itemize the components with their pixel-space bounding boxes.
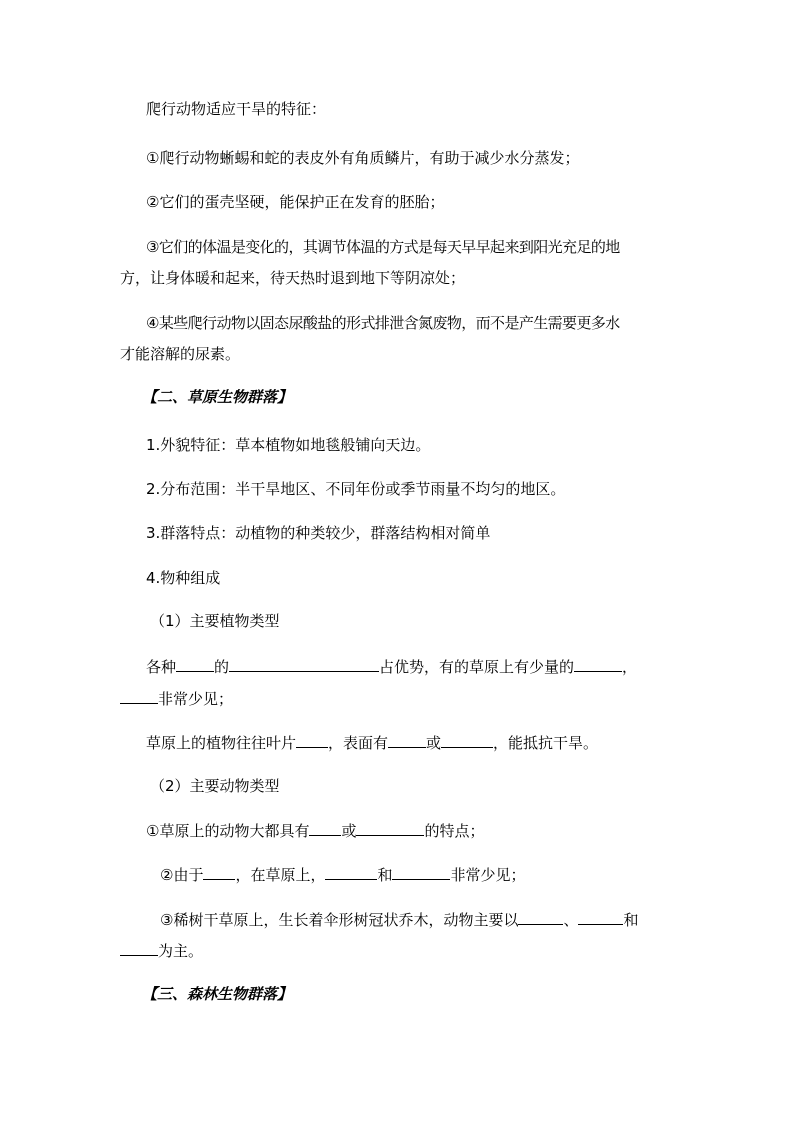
animals-blank-7[interactable] xyxy=(578,909,623,925)
animals-blank-6[interactable] xyxy=(518,909,563,925)
plants-text-b1: 非常少见； xyxy=(158,690,234,708)
plants-heading: （1）主要植物类型 xyxy=(150,612,280,630)
animals-text-a3: 的特点； xyxy=(424,822,485,840)
animals-text-c1: ③稀树干草原上，生长着伞形树冠状乔木，动物主要以 xyxy=(160,911,519,929)
plants-blank-4[interactable] xyxy=(120,688,158,704)
plants-blank-2[interactable] xyxy=(229,656,379,672)
animals-sentence-2 xyxy=(160,864,526,885)
animals-text-d1: 为主。 xyxy=(158,942,204,960)
plants-text-a1: 各种 xyxy=(146,658,177,676)
reptile-item-3-line-1: ③它们的体温是变化的，其调节体温的方式是每天早早起来到阳光充足的地 xyxy=(146,238,620,256)
animals-blank-1[interactable] xyxy=(309,820,341,836)
plants-text-c4: ，能抵抗干旱。 xyxy=(493,734,599,752)
animals-sentence-1 xyxy=(146,820,484,841)
grassland-distribution: 2.分布范围：半干旱地区、不同年份或季节雨量不均匀的地区。 xyxy=(146,480,566,498)
animals-text-b4: 非常少见； xyxy=(450,866,526,884)
plants-sentence-1 xyxy=(146,656,637,677)
reptile-item-4-line-1: ④某些爬行动物以固态尿酸盐的形式排泄含氮废物，而不是产生需要更多水 xyxy=(146,314,620,332)
plants-text-a4: ， xyxy=(622,658,638,676)
plants-blank-3[interactable] xyxy=(574,656,622,672)
plants-text-c3: 或 xyxy=(426,734,442,752)
plants-sentence-2 xyxy=(146,732,598,753)
animals-blank-8[interactable] xyxy=(120,940,158,956)
animals-text-b2: ，在草原上， xyxy=(235,866,326,884)
plants-sentence-1-cont xyxy=(120,688,233,709)
plants-blank-6[interactable] xyxy=(388,732,426,748)
animals-text-c2: 、 xyxy=(563,911,579,929)
plants-text-c1: 草原上的植物往往叶片 xyxy=(146,734,297,752)
animals-sentence-3 xyxy=(160,909,638,930)
animals-text-b1: ②由于 xyxy=(160,866,204,884)
animals-text-a1: ①草原上的动物大都具有 xyxy=(146,822,310,840)
animals-blank-2[interactable] xyxy=(356,820,424,836)
reptile-item-4-line-2: 才能溶解的尿素。 xyxy=(120,345,241,363)
grassland-species: 4.物种组成 xyxy=(146,569,221,587)
reptile-title: 爬行动物适应干旱的特征： xyxy=(146,100,327,118)
grassland-appearance: 1.外貌特征：草本植物如地毯般铺向天边。 xyxy=(146,436,431,454)
reptile-item-3-line-2: 方，让身体暖和起来，待天热时退到地下等阴凉处； xyxy=(120,269,466,287)
animals-sentence-3-cont xyxy=(120,940,203,961)
animals-heading: （2）主要动物类型 xyxy=(150,777,280,795)
forest-heading: 【三、森林生物群落】 xyxy=(142,985,293,1003)
plants-text-a3: 占优势，有的草原上有少量的 xyxy=(379,658,575,676)
animals-blank-5[interactable] xyxy=(392,864,450,880)
animals-text-b3: 和 xyxy=(377,866,393,884)
plants-text-a2: 的 xyxy=(214,658,230,676)
plants-blank-5[interactable] xyxy=(296,732,328,748)
animals-blank-4[interactable] xyxy=(325,864,377,880)
plants-blank-1[interactable] xyxy=(176,656,214,672)
plants-blank-7[interactable] xyxy=(441,732,493,748)
grassland-heading: 【二、草原生物群落】 xyxy=(142,388,293,406)
animals-text-c3: 和 xyxy=(623,911,639,929)
plants-text-c2: ，表面有 xyxy=(328,734,389,752)
reptile-item-2: ②它们的蛋壳坚硬，能保护正在发育的胚胎； xyxy=(146,193,445,211)
grassland-features: 3.群落特点：动植物的种类较少，群落结构相对简单 xyxy=(146,524,491,542)
reptile-item-1: ①爬行动物蜥蜴和蛇的表皮外有角质鳞片，有助于减少水分蒸发； xyxy=(146,149,580,167)
animals-text-a2: 或 xyxy=(341,822,357,840)
animals-blank-3[interactable] xyxy=(203,864,235,880)
